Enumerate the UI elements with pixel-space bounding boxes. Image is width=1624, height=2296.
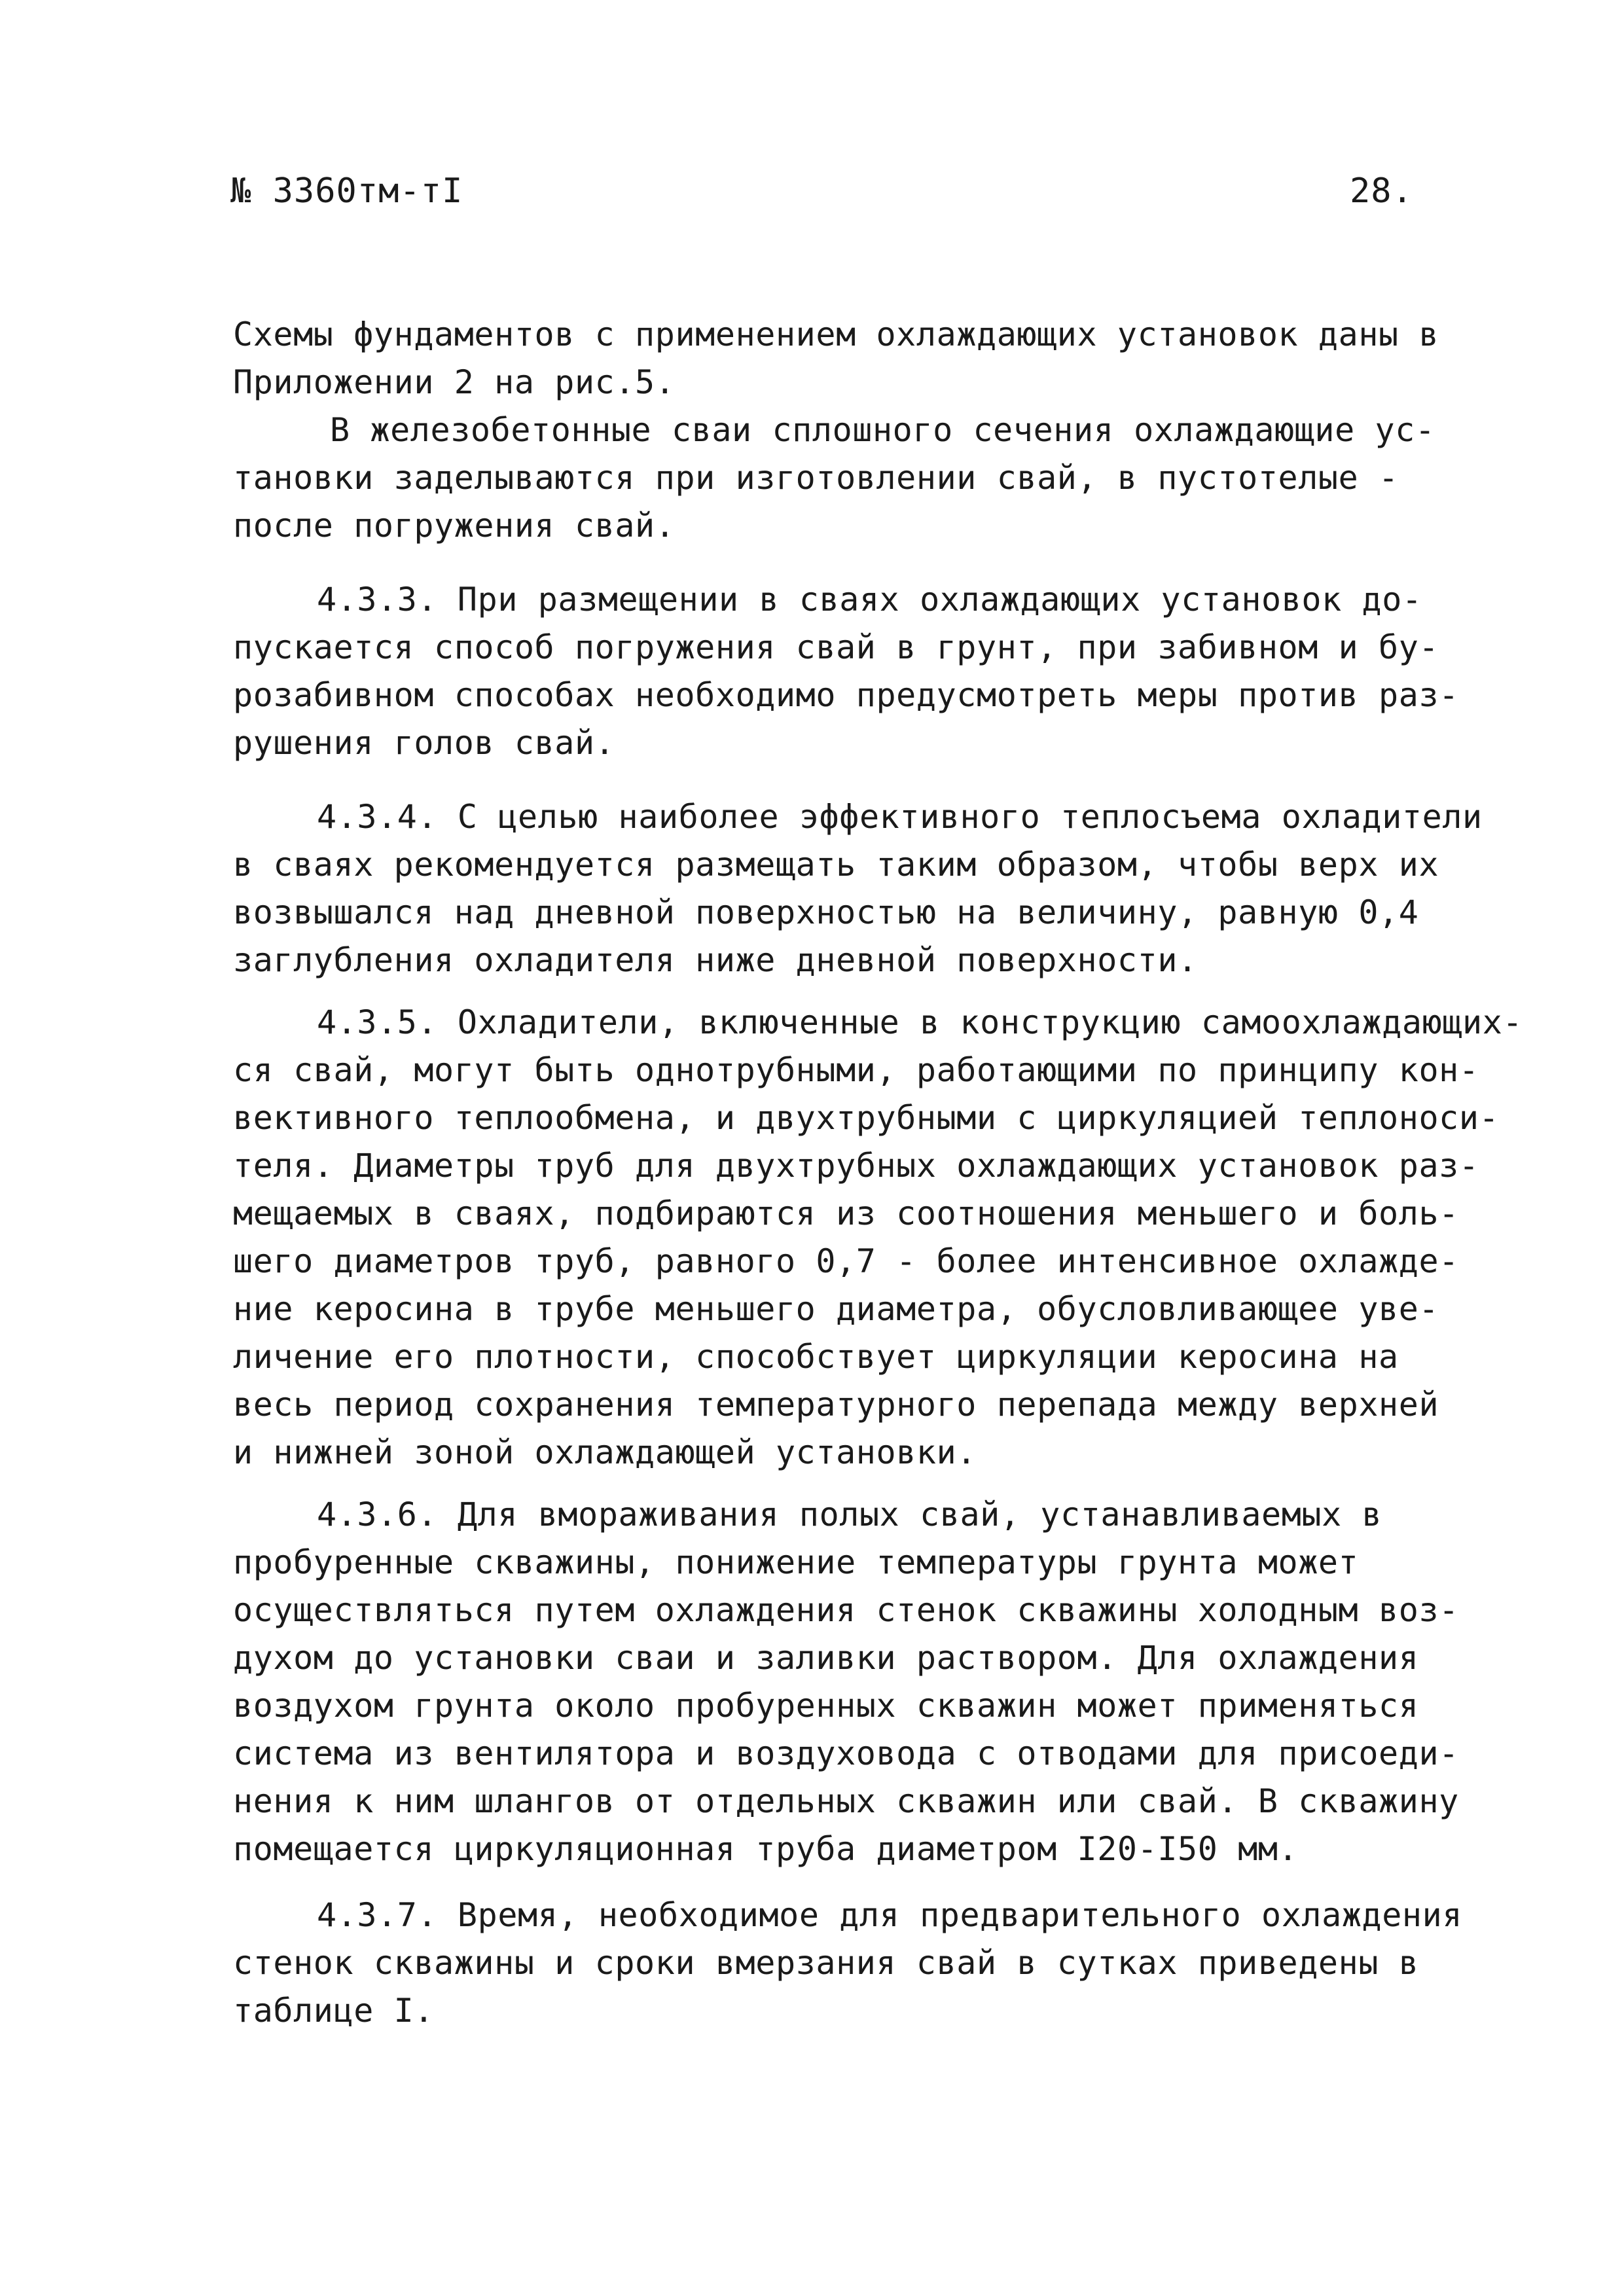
text-line: 4.3.7. Время, необходимое для предварительного охлаждения (317, 1896, 1463, 1934)
text-line: воздухом грунта около пробуренных скважин может применяться (233, 1687, 1419, 1725)
text-line: таблице I. (233, 1992, 435, 2030)
document-number: № 3360тм-тI (230, 171, 463, 211)
text-line: 4.3.5. Охладители, включенные в конструкцию самоохлаждающих- (317, 1003, 1523, 1041)
document-body (233, 311, 1523, 2035)
text-line: помещается циркуляционная труба диаметром I20-I50 мм. (233, 1830, 1299, 1868)
text-line: 4.3.4. С целью наиболее эффективного теплосъема охладители (317, 798, 1483, 836)
paragraph-foundation-schemes (233, 311, 1451, 406)
text-line: заглубления охладителя ниже дневной поверхности. (233, 941, 1198, 979)
text-line: стенок скважины и сроки вмерзания свай в сутках приведены в (233, 1944, 1419, 1982)
paragraph-spacer (233, 1873, 1451, 1892)
text-line: пробуренные скважины, понижение температуры грунта может (233, 1543, 1359, 1581)
text-line: пускается способ погружения свай в грунт, при забивном и бу- (233, 628, 1439, 666)
paragraph-reinforced-piles (233, 406, 1451, 550)
text-line: тановки заделываются при изготовлении свай, в пустотелые - (233, 459, 1399, 497)
text-line: после погружения свай. (233, 507, 676, 545)
text-line: ся свай, могут быть однотрубными, работающими по принципу кон- (233, 1051, 1479, 1089)
text-line: 4.3.6. Для вмораживания полых свай, устанавливаемых в (317, 1496, 1382, 1534)
text-line: 4.3.3. При размещении в сваях охлаждающих установок до- (317, 581, 1422, 619)
text-line: вективного теплообмена, и двухтрубными с циркуляцией теплоноси- (233, 1099, 1500, 1137)
page-number: 28. (1350, 171, 1413, 211)
text-line: нения к ним шлангов от отдельных скважин или свай. В скважину (233, 1782, 1459, 1820)
text-line: система из вентилятора и воздуховода с отводами для присоеди- (233, 1734, 1459, 1772)
text-line: В железобетонные сваи сплошного сечения охлаждающие ус- (330, 411, 1435, 449)
paragraph-spacer (233, 984, 1451, 999)
paragraph-spacer (233, 1477, 1451, 1491)
paragraph-4-3-3 (233, 576, 1459, 767)
text-line: личение его плотности, способствует циркуляции керосина на (233, 1338, 1399, 1376)
text-line: шего диаметров труб, равного 0,7 - более интенсивное охлажде- (233, 1242, 1459, 1280)
text-line: духом до установки сваи и заливки раствором. Для охлаждения (233, 1639, 1419, 1677)
paragraph-4-3-5 (233, 999, 1523, 1477)
paragraph-4-3-6 (233, 1491, 1459, 1873)
text-line: теля. Диаметры труб для двухтрубных охлаждающих установок раз- (233, 1147, 1479, 1185)
text-line: ние керосина в трубе меньшего диаметра, обусловливающее уве- (233, 1290, 1439, 1328)
text-line: и нижней зоной охлаждающей установки. (233, 1433, 977, 1471)
paragraph-spacer (233, 767, 1451, 793)
paragraph-4-3-4 (233, 793, 1483, 984)
text-line: осуществляться путем охлаждения стенок скважины холодным воз- (233, 1591, 1459, 1629)
text-line: в сваях рекомендуется размещать таким образом, чтобы верх их (233, 846, 1439, 884)
text-line: Приложении 2 на рис.5. (233, 363, 676, 401)
text-line: рушения голов свай. (233, 724, 615, 762)
text-line: мещаемых в сваях, подбираются из соотношения меньшего и боль- (233, 1194, 1459, 1232)
paragraph-4-3-7 (233, 1892, 1463, 2035)
text-line: возвышался над дневной поверхностью на величину, равную 0,4 (233, 893, 1419, 931)
text-line: розабивном способах необходимо предусмотреть меры против раз- (233, 676, 1459, 714)
text-line: Схемы фундаментов с применением охлаждающих установок даны в (233, 315, 1439, 353)
text-line: весь период сохранения температурного перепада между верхней (233, 1386, 1439, 1424)
paragraph-spacer (233, 550, 1451, 576)
